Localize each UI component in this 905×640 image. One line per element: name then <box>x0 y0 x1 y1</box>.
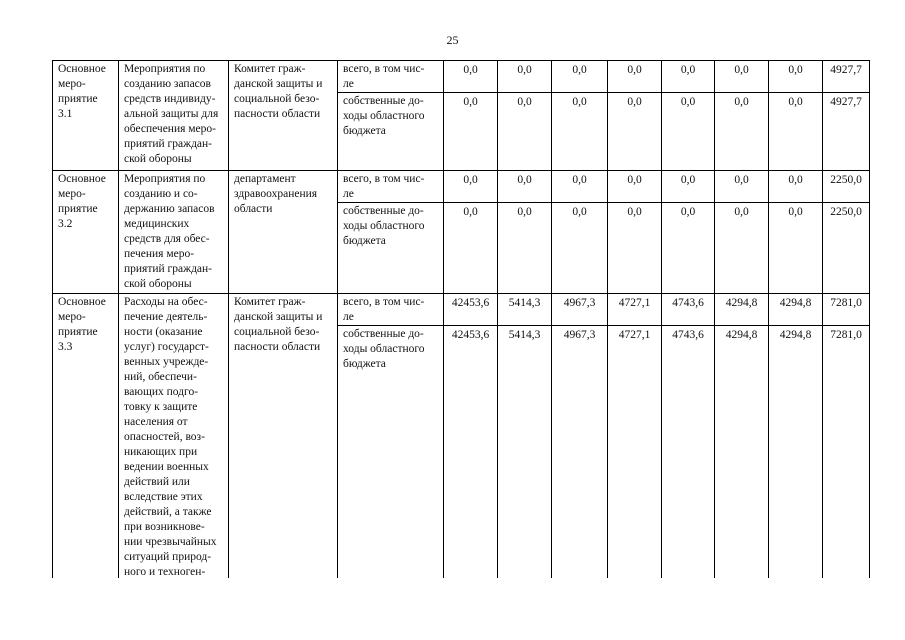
value-cell: 4294,8 <box>769 326 823 579</box>
responsible-cell: Комитет граж- данской защиты и социальной безо- пасности области <box>229 61 338 171</box>
table-row <box>53 171 870 203</box>
value-cell: 5414,3 <box>498 326 552 579</box>
value-cell: 4743,6 <box>662 326 715 579</box>
funding-source-cell: собственные до- ходы областного бюджета <box>338 93 444 171</box>
value-cell: 0,0 <box>608 61 662 93</box>
table-row <box>53 294 870 326</box>
value-cell: 0,0 <box>715 93 769 171</box>
responsible-cell: департамент здравоохранения области <box>229 171 338 294</box>
value-cell: 4743,6 <box>662 294 715 326</box>
budget-table-container <box>52 60 870 578</box>
page-number: 25 <box>446 33 459 47</box>
value-cell: 0,0 <box>662 61 715 93</box>
value-cell: 4927,7 <box>823 93 870 171</box>
value-cell: 0,0 <box>552 171 608 203</box>
value-cell: 0,0 <box>769 171 823 203</box>
value-cell: 4727,1 <box>608 326 662 579</box>
value-cell: 7281,0 <box>823 294 870 326</box>
value-cell: 0,0 <box>498 203 552 294</box>
value-cell: 2250,0 <box>823 203 870 294</box>
value-cell: 0,0 <box>769 61 823 93</box>
funding-source-cell: собственные до- ходы областного бюджета <box>338 326 444 579</box>
value-cell: 0,0 <box>444 171 498 203</box>
value-cell: 0,0 <box>608 203 662 294</box>
value-cell: 4294,8 <box>769 294 823 326</box>
value-cell: 0,0 <box>444 203 498 294</box>
value-cell: 0,0 <box>715 203 769 294</box>
value-cell: 4294,8 <box>715 326 769 579</box>
description-cell: Мероприятия по созданию и со- держанию запасов медицинских средств для обес- печения меро- приятий граждан- ской обороны <box>119 171 229 294</box>
value-cell: 0,0 <box>662 93 715 171</box>
value-cell: 0,0 <box>769 93 823 171</box>
value-cell: 2250,0 <box>823 171 870 203</box>
value-cell: 0,0 <box>662 203 715 294</box>
value-cell: 0,0 <box>662 171 715 203</box>
description-cell: Мероприятия по созданию запасов средств индивиду- альной защиты для обеспечения меро- приятий граждан- ской обороны <box>119 61 229 171</box>
funding-source-cell: всего, в том чис- ле <box>338 171 444 203</box>
value-cell: 7281,0 <box>823 326 870 579</box>
value-cell: 0,0 <box>498 93 552 171</box>
measure-cell: Основное меро- приятие 3.3 <box>53 294 119 579</box>
value-cell: 4727,1 <box>608 294 662 326</box>
description-cell: Расходы на обес- печение деятель- ности (оказание услуг) государст- венных учрежде- ний, обеспечи- вающих подго- товку к защите населения от опасностей, воз- никающих при ведении военных действий или вследствие этих действий, а также при возникнове- нии чрезвычайных ситуаций природ- ного и техноген- <box>119 294 229 579</box>
funding-source-cell: собственные до- ходы областного бюджета <box>338 203 444 294</box>
table-row <box>53 61 870 93</box>
value-cell: 0,0 <box>715 171 769 203</box>
value-cell: 0,0 <box>498 61 552 93</box>
responsible-cell: Комитет граж- данской защиты и социальной безо- пасности области <box>229 294 338 579</box>
value-cell: 0,0 <box>769 203 823 294</box>
budget-table <box>52 60 870 578</box>
value-cell: 0,0 <box>444 93 498 171</box>
value-cell: 0,0 <box>552 93 608 171</box>
funding-source-cell: всего, в том чис- ле <box>338 294 444 326</box>
value-cell: 0,0 <box>552 61 608 93</box>
value-cell: 0,0 <box>608 171 662 203</box>
value-cell: 0,0 <box>608 93 662 171</box>
value-cell: 0,0 <box>444 61 498 93</box>
value-cell: 42453,6 <box>444 326 498 579</box>
value-cell: 5414,3 <box>498 294 552 326</box>
value-cell: 4294,8 <box>715 294 769 326</box>
value-cell: 4967,3 <box>552 326 608 579</box>
value-cell: 42453,6 <box>444 294 498 326</box>
value-cell: 0,0 <box>498 171 552 203</box>
value-cell: 4967,3 <box>552 294 608 326</box>
measure-cell: Основное меро- приятие 3.1 <box>53 61 119 171</box>
value-cell: 4927,7 <box>823 61 870 93</box>
measure-cell: Основное меро- приятие 3.2 <box>53 171 119 294</box>
funding-source-cell: всего, в том чис- ле <box>338 61 444 93</box>
value-cell: 0,0 <box>715 61 769 93</box>
value-cell: 0,0 <box>552 203 608 294</box>
